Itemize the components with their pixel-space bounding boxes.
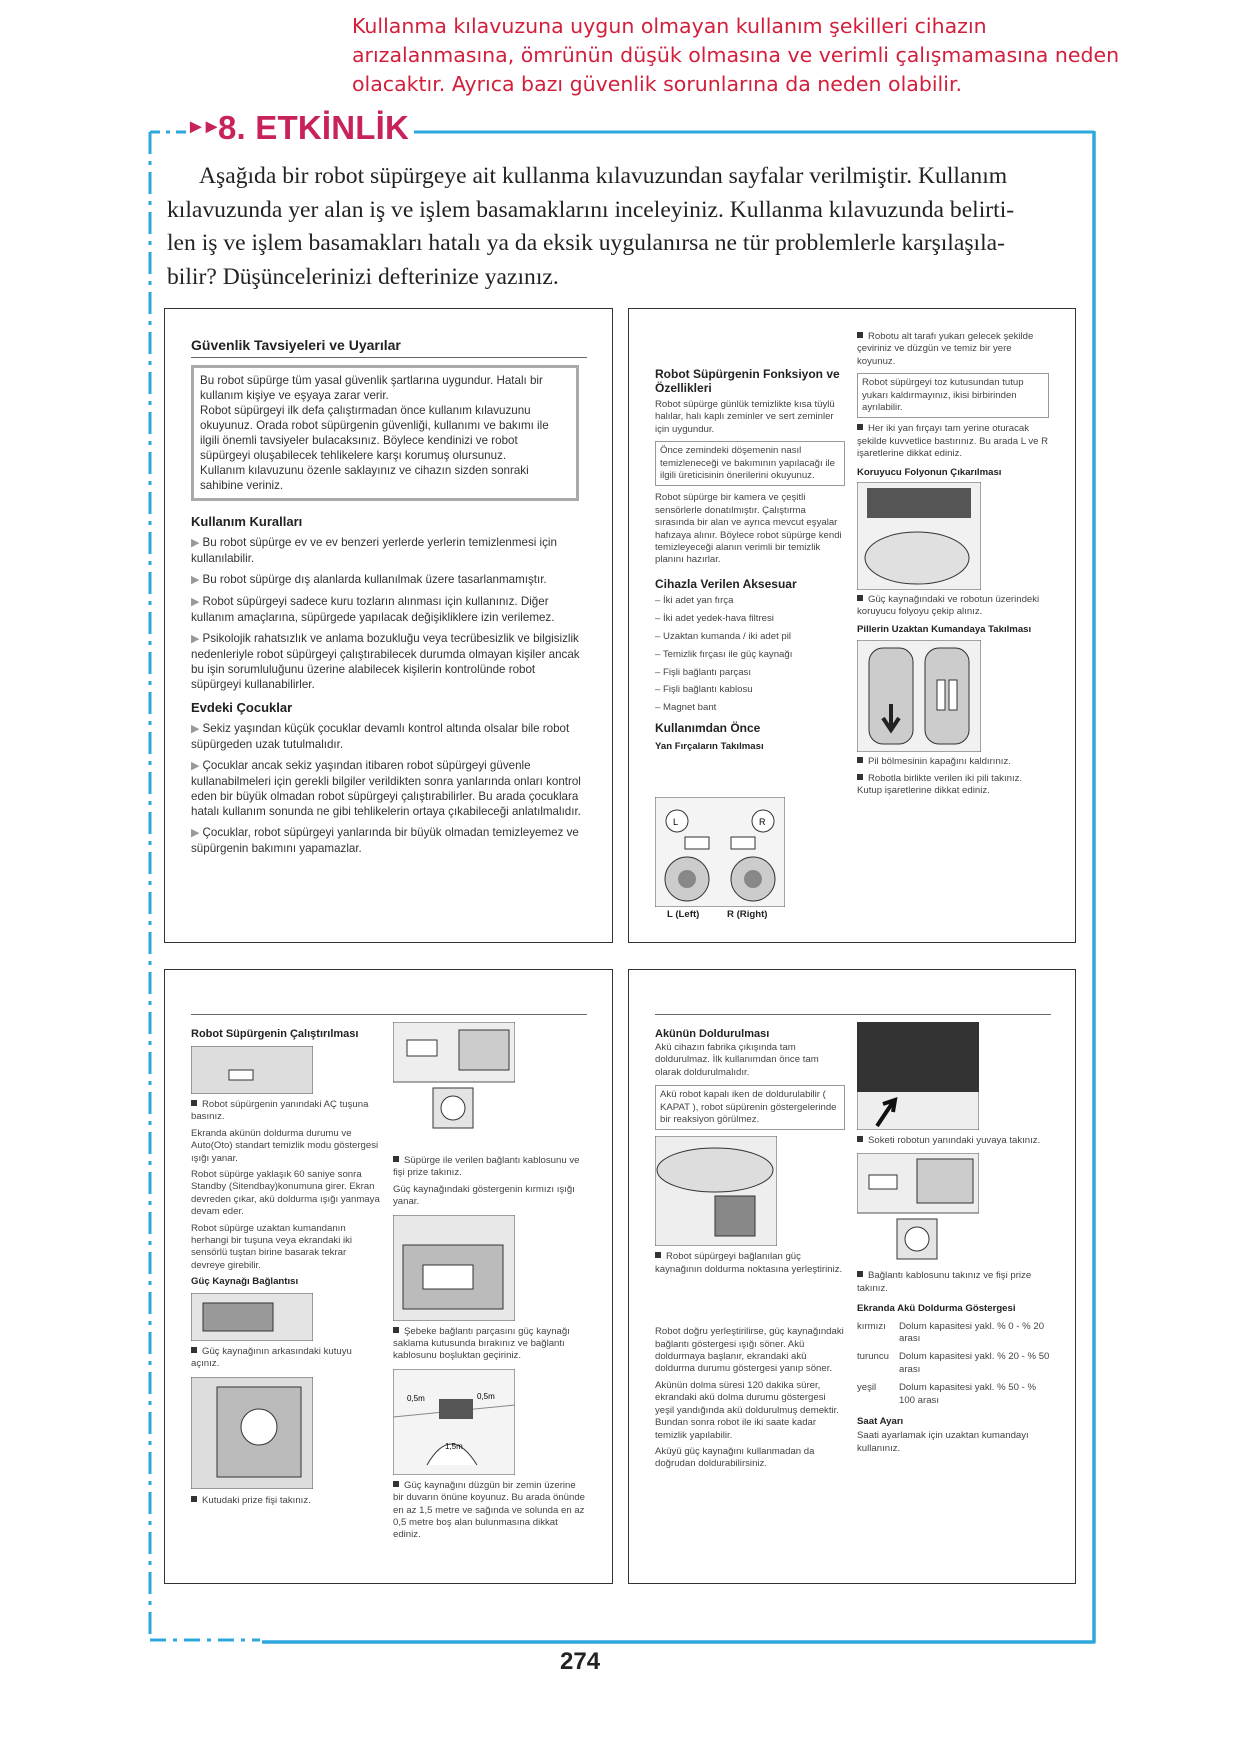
indicator-desc: Dolum kapasitesi yakl. % 50 - % 100 arası bbox=[899, 1382, 1037, 1406]
startup-text: Güç kaynağındaki göstergenin kırmızı ışığı yanar. bbox=[393, 1183, 575, 1208]
warning-box: Robot süpürgeyi toz kutusundan tutup yukarı kaldırmayınız, ikisi birbirinden ayrılabilir. bbox=[857, 373, 1049, 418]
features-right-column bbox=[857, 331, 1049, 798]
step-text: Robotu alt tarafı yukarı gelecek şekilde çeviriniz ve düzgün ve temiz bir yere koyunuz. bbox=[857, 331, 1034, 367]
startup-text: Robot süpürge yaklaşık 60 saniye sonra Standby (Sitendbay)konumuna girer. Ekran devreden çıkar, akü doldurma ışığı yanmaya devam eder. bbox=[191, 1169, 380, 1218]
double-chevron-icon: ►► bbox=[186, 116, 218, 138]
power-box-illustration bbox=[191, 1293, 313, 1341]
socket-box-illustration bbox=[191, 1377, 313, 1489]
box-text: Robot süpürgeyi ilk defa çalıştırmadan önce kullanım kılavuzunu okuyunuz. Orada robot süpürgenin güvenliği, kullanımı ve bakımı ile ilgili önemli tavsiyeler bulacaksınız. Böylece kendinizi ve robot süpürgeyi oluşabilecek tehlikelere karşı korumuş olursunuz. bbox=[200, 404, 549, 462]
accessory-item: Uzaktan kumanda / iki adet pil bbox=[663, 630, 791, 642]
step-text: Güç kaynağının arkasındaki kutuyu açınız. bbox=[191, 1345, 352, 1370]
remote-battery-illustration bbox=[857, 640, 981, 752]
instruction-line: Aşağıda bir robot süpürgeye ait kullanma kılavuzundan sayfalar verilmiştir. Kullanım bbox=[199, 163, 1008, 189]
left-brush-label: L (Left) bbox=[667, 909, 700, 920]
dock-illustration bbox=[655, 1136, 777, 1246]
triangle-icon: ▶ bbox=[191, 633, 203, 645]
before-use-heading: Kullanımdan Önce bbox=[655, 720, 761, 735]
rule-item: Bu robot süpürge ev ve ev benzeri yerlerde yerlerin temizlenmesi için kullanılabilir. bbox=[191, 536, 557, 565]
step-text: Süpürge ile verilen bağlantı kablosunu ve fişi prize takınız. bbox=[393, 1155, 580, 1179]
step-text: Her iki yan fırçayı tam yerine oturacak şekilde kuvvetlice bastırınız. Bu arada L ve R işaretlerine dikkat ediniz. bbox=[857, 423, 1049, 460]
svg-text:L: L bbox=[673, 817, 679, 827]
charging-left-column bbox=[655, 1028, 845, 1471]
startup-text: Robot süpürge uzaktan kumandanın herhangi bir tuşuna veya ekrandaki iki sensörlü tuştan birine basarak tekrar devreye girebilir. bbox=[191, 1222, 353, 1271]
kids-heading: Evdeki Çocuklar bbox=[191, 700, 293, 715]
indicator-heading: Ekranda Akü Doldurma Göstergesi bbox=[857, 1303, 1016, 1315]
foil-heading: Koruyucu Folyonun Çıkarılması bbox=[857, 466, 1002, 478]
accessory-item: Magnet bant bbox=[663, 702, 717, 714]
activity-title: 8. ETKİNLİK bbox=[218, 109, 410, 146]
brush-heading: Yan Fırçaların Takılması bbox=[655, 740, 764, 752]
step-text: Soketi robotun yanındaki yuvaya takınız. bbox=[868, 1135, 1041, 1146]
instruction-line: bilir? Düşüncelerinizi defterinize yazınız. bbox=[167, 263, 559, 290]
kids-item: Sekiz yaşından küçük çocuklar devamlı kontrol altında olsalar bile robot süpürgeden uzak tutulmalıdır. bbox=[191, 722, 570, 751]
instruction-line: len iş ve işlem basamakları hatalı ya da eksik uygulanırsa ne tür problemlerle karşılaşıla- bbox=[167, 230, 1005, 256]
indicator-desc: Dolum kapasitesi yakl. % 20 - % 50 arası bbox=[899, 1351, 1050, 1375]
power-heading: Güç Kaynağı Bağlantısı bbox=[191, 1276, 299, 1288]
triangle-icon: ▶ bbox=[191, 537, 203, 549]
right-brush-label: R (Right) bbox=[727, 909, 768, 920]
manual-page-safety bbox=[164, 308, 613, 943]
step-text: Güç kaynağını düzgün bir zemin üzerine bir duvarın önüne koyunuz. Bu arada önünde en az 1,5 metre ve sağında ve solunda en az 0,5 metre boş alan bulunmasına dikkat ediniz. bbox=[393, 1479, 586, 1541]
power-button-illustration bbox=[191, 1046, 313, 1094]
page-number: 274 bbox=[560, 1648, 601, 1675]
indicator-table bbox=[857, 1320, 1051, 1412]
clock-text: Saati ayarlamak için uzaktan kumandayı kullanınız. bbox=[857, 1430, 1029, 1454]
triangle-icon: ▶ bbox=[191, 723, 203, 735]
step-text: Robotla birlikte verilen iki pili takınız. Kutup işaretlerine dikkat ediniz. bbox=[857, 772, 1023, 797]
svg-text:R: R bbox=[759, 817, 766, 827]
manual-page-features bbox=[628, 308, 1076, 943]
step-text: Güç kaynağındaki ve robotun üzerindeki koruyucu folyoyu çekip alınız. bbox=[857, 593, 1040, 618]
indicator-desc: Dolum kapasitesi yakl. % 0 - % 20 arası bbox=[899, 1320, 1045, 1345]
warning-note: Kullanma kılavuzuna uygun olmayan kullanım şekilleri cihazın arızalanmasına, ömrünün düşük olmasına ve verimli çalışmamasına neden olacaktır. Ayrıca bazı güvenlik sorunlarına da neden olabilir. bbox=[352, 14, 1120, 96]
accessory-item: Fişli bağlantı parçası bbox=[663, 666, 751, 678]
charging-right-column bbox=[857, 1022, 1051, 1455]
features-note-box: Önce zemindeki döşemenin nasıl temizleneceği ve bakımının yapılacağı ile ilgili üreticisinin önerilerini okuyunuz. bbox=[655, 441, 845, 486]
charging-text: Akünün dolma süresi 120 dakika sürer, ekrandaki akü dolma durumu göstergesi yeşil yandığında akü doldurulmuş demektir. Bundan sonra robot ile iki saate kadar temizlik yapılabilir. bbox=[655, 1379, 839, 1441]
safety-warning-box bbox=[191, 365, 579, 501]
charging-text: Akü cihazın fabrika çıkışında tam doldurulmaz. İlk kullanımdan önce tam olarak doldurulmalıdır. bbox=[655, 1042, 819, 1078]
charging-heading: Akünün Doldurulması bbox=[655, 1028, 770, 1040]
manual-page-charging bbox=[628, 969, 1076, 1584]
triangle-icon: ▶ bbox=[191, 827, 203, 839]
accessories-heading: Cihazla Verilen Aksesuar bbox=[655, 576, 797, 591]
startup-left-column bbox=[191, 1028, 381, 1507]
usage-rules bbox=[191, 514, 587, 862]
step-text: Kutudaki prize fişi takınız. bbox=[202, 1494, 311, 1506]
step-text: Pil bölmesinin kapağını kaldırınız. bbox=[868, 756, 1011, 768]
clock-heading: Saat Ayarı bbox=[857, 1416, 904, 1428]
indicator-color: turuncu bbox=[857, 1351, 889, 1363]
startup-heading: Robot Süpürgenin Çalıştırılması bbox=[191, 1028, 359, 1040]
rule-item: Robot süpürgeyi sadece kuru tozların alınması için kullanınız. Diğer kullanım amaçlarına, süpürgede yapılacak değişikliklere izin verilemez. bbox=[191, 595, 555, 624]
step-text: Bağlantı kablosunu takınız ve fişi prize takınız. bbox=[857, 1270, 1032, 1294]
manual-page-startup bbox=[164, 969, 613, 1584]
charging-text: Aküyü güç kaynağını kullanmadan da doğrudan doldurabilirsiniz. bbox=[655, 1445, 815, 1470]
charging-note-box: Akü robot kapalı iken de doldurulabilir ( KAPAT ), robot süpürenin göstergelerinde bir reaksiyon görülmez. bbox=[655, 1085, 845, 1130]
instruction-line: kılavuzunda yer alan iş ve işlem basamaklarını inceleyiniz. Kullanma kılavuzunda belirti- bbox=[167, 196, 1015, 223]
rule-item: Bu robot süpürge dış alanlarda kullanılmak üzere tasarlanmamıştır. bbox=[202, 573, 547, 586]
battery-heading: Pillerin Uzaktan Kumandaya Takılması bbox=[857, 624, 1032, 636]
table-row bbox=[857, 1320, 1051, 1351]
accessory-item: İki adet yan fırça bbox=[663, 594, 734, 606]
placement-illustration bbox=[393, 1369, 515, 1475]
activity-instructions bbox=[167, 160, 1071, 294]
rules-heading: Kullanım Kuralları bbox=[191, 514, 303, 529]
step-text: Robot süpürgenin yanındaki AÇ tuşuna basınız. bbox=[191, 1099, 369, 1123]
table-row bbox=[857, 1350, 1051, 1381]
safety-heading: Güvenlik Tavsiyeleri ve Uyarılar bbox=[191, 337, 401, 353]
foil-illustration bbox=[857, 482, 981, 590]
plug-illustration bbox=[393, 1022, 515, 1150]
robot-socket-illustration bbox=[857, 1022, 979, 1130]
triangle-icon: ▶ bbox=[191, 574, 203, 586]
startup-right-column bbox=[393, 1022, 587, 1542]
accessory-list: – İki adet yan fırça – İki adet yedek-hava filtresi – Uzaktan kumanda / iki adet pil – Temizlik fırçası ile güç kaynağı – Fişli bağlantı parçası – Fişli bağlantı kablosu – Magnet bant bbox=[655, 594, 793, 714]
kids-item: Çocuklar, robot süpürgeyi yanlarında bir büyük olmadan temizleyemez ve süpürgenin bakımını yapamazlar. bbox=[191, 826, 579, 855]
indicator-color: kırmızı bbox=[857, 1320, 886, 1332]
indicator-color: yeşil bbox=[857, 1382, 877, 1394]
kids-item: Çocuklar ancak sekiz yaşından itibaren robot süpürgeyi güvenle kullanabilmeleri için gerekli bilgiler verildikten sonra yanlarında onları kontrol eden bir büyük olmadan robot süpürgeyi çalıştırabilirler. Bu arada çocuklara hatalı kullanım sonunda ne gibi tehlikelerin ortaya çıkabileceği anlatılmalıdır. bbox=[191, 759, 581, 818]
side-brush-illustration bbox=[655, 797, 785, 907]
accessory-item: Temizlik fırçası ile güç kaynağı bbox=[662, 648, 793, 660]
step-text: Şebeke bağlantı parçasını güç kaynağı saklama kutusunda bırakınız ve bağlantı kablosunu boşluktan geçiriniz. bbox=[393, 1325, 570, 1362]
box-text: Bu robot süpürge tüm yasal güvenlik şartlarına uygundur. Hatalı bir kullanım kişiye ve eşyaya zarar verir. bbox=[200, 374, 543, 402]
dimension-label: 1,5m bbox=[445, 1441, 463, 1451]
features-intro: Robot süpürge günlük temizlikte kısa tüylü halılar, halı kaplı zeminler ve sert zeminler için uygundur. bbox=[655, 399, 835, 435]
storage-box-illustration bbox=[393, 1215, 515, 1321]
charging-text: Robot doğru yerleştirilirse, güç kaynağındaki bağlantı göstergesi ışığı söner. Akü doldurmaya başlanır, ekrandaki akü doldurma durumu göstergesi yanıp söner. bbox=[655, 1326, 844, 1375]
features-heading: Robot Süpürgenin Fonksiyon ve Özellikleri bbox=[655, 367, 840, 395]
rule-item: Psikolojik rahatsızlık ve anlama bozukluğu veya tecrübesizlik ve bilgisizlik nedenleriyle robot süpürgeyi çalıştırabilecek durumda olmayan kişiler ancak bu işin sorumluluğunu üzerine alabilecek kişilerin kontrolünde robot süpürgeyi kullanabilirler. bbox=[191, 632, 580, 691]
box-text: Kullanım kılavuzunu özenle saklayınız ve cihazın sizden sonraki sahibine veriniz. bbox=[200, 464, 529, 492]
features-left-column bbox=[655, 367, 845, 752]
table-row bbox=[857, 1381, 1051, 1412]
cable-illustration bbox=[857, 1153, 979, 1265]
triangle-icon: ▶ bbox=[191, 760, 203, 772]
dimension-label: 0,5m bbox=[477, 1391, 495, 1401]
camera-text: Robot süpürge bir kamera ve çeşitli sensörlerle donatılmıştır. Çalıştırma sırasında bir alan ve ayrıca mevcut eşyalar hafızaya alınır. Böylece robot süpürge kendi temizleyeceği alanın verimli bir temizlik planını hazırlar. bbox=[655, 492, 842, 566]
step-text: Robot süpürgeyi bağlanılan güç kaynağının doldurma noktasına yerleştiriniz. bbox=[655, 1251, 843, 1275]
startup-text: Ekranda akünün doldurma durumu ve Auto(Oto) standart temizlik modu göstergesi ışığı yanar. bbox=[191, 1127, 379, 1164]
triangle-icon: ▶ bbox=[191, 596, 203, 608]
accessory-item: İki adet yedek-hava filtresi bbox=[663, 612, 774, 624]
accessory-item: Fişli bağlantı kablosu bbox=[663, 684, 753, 696]
dimension-label: 0,5m bbox=[407, 1393, 425, 1403]
